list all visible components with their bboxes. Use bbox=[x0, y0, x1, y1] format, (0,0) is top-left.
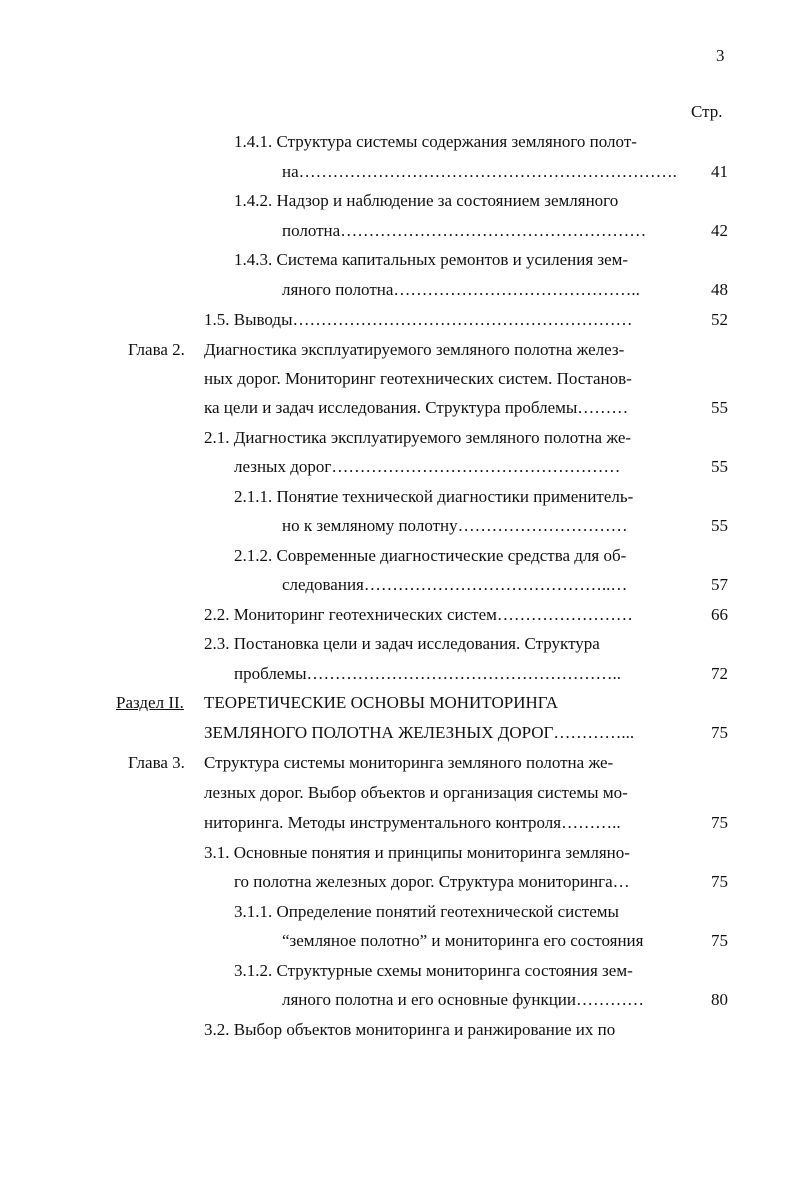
page-column-header: Стр. bbox=[691, 102, 723, 121]
toc-entry-1-5-page: 52 bbox=[711, 310, 728, 329]
toc-entry-3-1-1-page: 75 bbox=[711, 931, 728, 950]
toc-entry-1-4-3-page: 48 bbox=[711, 280, 728, 299]
toc-entry-3-1-line1: 3.1. Основные понятия и принципы мониторинга земляно- bbox=[204, 843, 630, 862]
toc-entry-1-4-1-page: 41 bbox=[711, 162, 728, 181]
toc-entry-2-1-1-line2: но к земляному полотну………………………… bbox=[282, 516, 628, 535]
toc-entry-2-3-line2: проблемы……………………………………………….. bbox=[234, 664, 622, 683]
toc-chapter-2-line1: Диагностика эксплуатируемого земляного полотна желез- bbox=[204, 340, 625, 359]
toc-section-2-page: 75 bbox=[711, 723, 728, 742]
toc-entry-1-4-3-line1: 1.4.3. Система капитальных ремонтов и усиления зем- bbox=[234, 250, 629, 269]
toc-section-2-line1: ТЕОРЕТИЧЕСКИЕ ОСНОВЫ МОНИТОРИНГА bbox=[204, 693, 559, 712]
toc-entry-1-4-2-line2: полотна……………………………………………… bbox=[282, 221, 647, 240]
toc-entry-3-1-2-line2: ляного полотна и его основные функции………… bbox=[282, 990, 644, 1009]
toc-entry-2-1-1-page: 55 bbox=[711, 516, 728, 535]
toc-entry-2-1-2-page: 57 bbox=[711, 575, 728, 594]
toc-entry-2-1-line1: 2.1. Диагностика эксплуатируемого земляного полотна же- bbox=[204, 428, 632, 447]
toc-entry-3-1-page: 75 bbox=[711, 872, 728, 891]
toc-entry-2-3-page: 72 bbox=[711, 664, 728, 683]
toc-entry-1-4-3-line2: ляного полотна…………………………………….. bbox=[282, 280, 640, 299]
toc-entry-3-2-line1: 3.2. Выбор объектов мониторинга и ранжирование их по bbox=[204, 1020, 616, 1039]
toc-entry-2-1-page: 55 bbox=[711, 457, 728, 476]
toc-chapter-3-line2: лезных дорог. Выбор объектов и организация системы мо- bbox=[204, 783, 628, 802]
page-number: 3 bbox=[716, 46, 725, 65]
toc-entry-1-4-2-line1: 1.4.2. Надзор и наблюдение за состоянием земляного bbox=[234, 191, 619, 210]
toc-chapter-3-label: Глава 3. bbox=[128, 753, 185, 772]
toc-entry-3-1-2-line1: 3.1.2. Структурные схемы мониторинга состояния зем- bbox=[234, 961, 633, 980]
toc-entry-2-1-1-line1: 2.1.1. Понятие технической диагностики применитель- bbox=[234, 487, 634, 506]
toc-entry-2-1-line2: лезных дорог…………………………………………… bbox=[234, 457, 621, 476]
toc-chapter-2-line2: ных дорог. Мониторинг геотехнических систем. Постанов- bbox=[204, 369, 632, 388]
toc-entry-1-4-2-page: 42 bbox=[711, 221, 728, 240]
toc-chapter-2-label: Глава 2. bbox=[128, 340, 185, 359]
toc-entry-3-1-1-line1: 3.1.1. Определение понятий геотехнической системы bbox=[234, 902, 619, 921]
toc-chapter-3-line3: ниторинга. Методы инструментального контроля……….. bbox=[204, 813, 621, 832]
toc-entry-3-1-line2: го полотна железных дорог. Структура мониторинга… bbox=[234, 872, 630, 891]
toc-chapter-2-line3: ка цели и задач исследования. Структура проблемы……… bbox=[204, 398, 629, 417]
toc-chapter-2-page: 55 bbox=[711, 398, 728, 417]
toc-chapter-3-page: 75 bbox=[711, 813, 728, 832]
toc-chapter-3-line1: Структура системы мониторинга земляного полотна же- bbox=[204, 753, 614, 772]
toc-section-2-line2: ЗЕМЛЯНОГО ПОЛОТНА ЖЕЛЕЗНЫХ ДОРОГ…………... bbox=[204, 723, 635, 742]
toc-entry-2-1-2-line2: следования……………………………………..… bbox=[282, 575, 628, 594]
toc-entry-1-4-1-line2: на…………………………………………………………. bbox=[282, 162, 677, 181]
toc-entry-3-1-2-page: 80 bbox=[711, 990, 728, 1009]
toc-entry-2-3-line1: 2.3. Постановка цели и задач исследования. Структура bbox=[204, 634, 600, 653]
toc-entry-2-2-line1: 2.2. Мониторинг геотехнических систем…………………… bbox=[204, 605, 633, 624]
toc-entry-2-2-page: 66 bbox=[711, 605, 728, 624]
toc-entry-1-5-line1: 1.5. Выводы…………………………………………………… bbox=[204, 310, 633, 329]
toc-entry-3-1-1-line2: “земляное полотно” и мониторинга его состояния bbox=[282, 931, 644, 950]
toc-section-2-label: Раздел II. bbox=[116, 693, 184, 712]
toc-entry-2-1-2-line1: 2.1.2. Современные диагностические средства для об- bbox=[234, 546, 627, 565]
toc-entry-1-4-1-line1: 1.4.1. Структура системы содержания земляного полот- bbox=[234, 132, 637, 151]
